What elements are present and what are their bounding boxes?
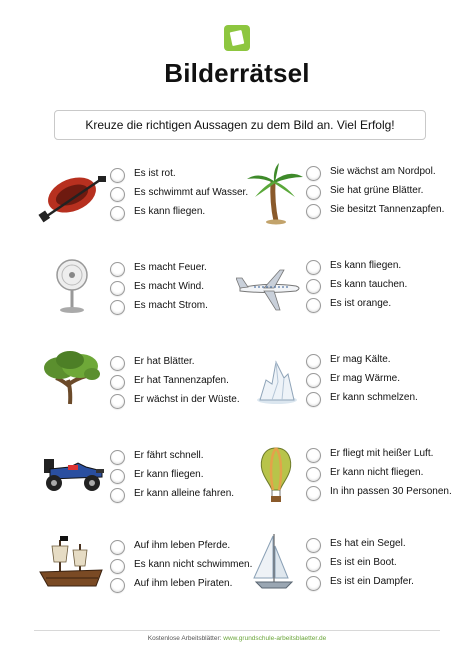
- option-label: Er mag Kälte.: [330, 354, 391, 365]
- option-label: Es ist orange.: [330, 298, 392, 309]
- option-row[interactable]: [306, 296, 392, 314]
- answer-checkbox[interactable]: [110, 300, 125, 315]
- option-row[interactable]: [306, 371, 401, 389]
- option-row[interactable]: [110, 279, 205, 297]
- option-label: Es kann tauchen.: [330, 279, 408, 290]
- option-label: Er kann nicht fliegen.: [330, 467, 424, 478]
- option-row[interactable]: [306, 484, 452, 502]
- answer-checkbox[interactable]: [110, 206, 125, 221]
- page-title: Bilderrätsel: [164, 58, 310, 88]
- answer-checkbox[interactable]: [306, 538, 321, 553]
- option-row[interactable]: [110, 166, 176, 184]
- answer-checkbox[interactable]: [306, 486, 321, 501]
- option-label: Es hat ein Segel.: [330, 538, 406, 549]
- option-row[interactable]: [110, 576, 233, 594]
- option-label: Sie hat grüne Blätter.: [330, 185, 424, 196]
- hot-air-balloon-icon: [258, 446, 294, 504]
- option-label: Es kann fliegen.: [330, 260, 402, 271]
- answer-checkbox[interactable]: [110, 559, 125, 574]
- option-row[interactable]: [110, 260, 207, 278]
- option-row[interactable]: [110, 538, 231, 556]
- answer-checkbox[interactable]: [110, 262, 125, 277]
- answer-checkbox[interactable]: [306, 185, 321, 200]
- answer-checkbox[interactable]: [110, 356, 125, 371]
- option-row[interactable]: [110, 354, 195, 372]
- answer-checkbox[interactable]: [306, 373, 321, 388]
- tree-icon: [40, 350, 102, 406]
- answer-checkbox[interactable]: [306, 279, 321, 294]
- option-label: Er kann fliegen.: [134, 469, 204, 480]
- option-row[interactable]: [306, 164, 436, 182]
- answer-checkbox[interactable]: [110, 281, 125, 296]
- boat-icon: [38, 168, 108, 223]
- footer-divider: [34, 630, 440, 631]
- option-row[interactable]: [110, 204, 206, 222]
- option-row[interactable]: [306, 536, 406, 554]
- option-row[interactable]: [110, 185, 249, 203]
- answer-checkbox[interactable]: [110, 187, 125, 202]
- option-label: Es macht Feuer.: [134, 262, 207, 273]
- option-label: Es ist ein Dampfer.: [330, 576, 414, 587]
- option-label: Sie wächst am Nordpol.: [330, 166, 436, 177]
- answer-checkbox[interactable]: [110, 168, 125, 183]
- option-row[interactable]: [306, 277, 408, 295]
- option-row[interactable]: [306, 258, 402, 276]
- option-label: Er fährt schnell.: [134, 450, 204, 461]
- race-car-icon: [40, 455, 106, 495]
- option-label: Sie besitzt Tannenzapfen.: [330, 204, 445, 215]
- option-label: Es kann nicht schwimmen.: [134, 559, 253, 570]
- answer-checkbox[interactable]: [306, 392, 321, 407]
- option-row[interactable]: [110, 298, 208, 316]
- footer: [0, 635, 474, 642]
- iceberg-icon: [256, 358, 298, 404]
- answer-checkbox[interactable]: [306, 298, 321, 313]
- option-label: Er fliegt mit heißer Luft.: [330, 448, 434, 459]
- option-label: Es macht Wind.: [134, 281, 205, 292]
- fan-icon: [54, 258, 90, 314]
- option-row[interactable]: [110, 448, 204, 466]
- option-row[interactable]: [306, 555, 397, 573]
- option-label: In ihn passen 30 Personen.: [330, 486, 452, 497]
- option-label: Er hat Tannenzapfen.: [134, 375, 229, 386]
- option-label: Er hat Blätter.: [134, 356, 195, 367]
- airplane-icon: [236, 268, 302, 312]
- pirate-ship-icon: [36, 534, 106, 592]
- option-label: Es schwimmt auf Wasser.: [134, 187, 249, 198]
- answer-checkbox[interactable]: [110, 394, 125, 409]
- answer-checkbox[interactable]: [110, 488, 125, 503]
- option-row[interactable]: [306, 446, 434, 464]
- answer-checkbox[interactable]: [306, 260, 321, 275]
- option-row[interactable]: [110, 486, 235, 504]
- answer-checkbox[interactable]: [306, 204, 321, 219]
- sailboat-icon: [250, 532, 296, 592]
- palm-tree-icon: [245, 163, 305, 225]
- option-label: Er mag Wärme.: [330, 373, 401, 384]
- answer-checkbox[interactable]: [110, 375, 125, 390]
- option-label: Auf ihm leben Piraten.: [134, 578, 233, 589]
- footer-link[interactable]: www.grundschule-arbeitsblaetter.de: [223, 635, 327, 642]
- option-row[interactable]: [306, 574, 414, 592]
- option-row[interactable]: [306, 202, 445, 220]
- option-label: Auf ihm leben Pferde.: [134, 540, 231, 551]
- answer-checkbox[interactable]: [306, 448, 321, 463]
- site-logo-icon: [224, 25, 250, 51]
- answer-checkbox[interactable]: [306, 166, 321, 181]
- option-row[interactable]: [306, 183, 424, 201]
- answer-checkbox[interactable]: [306, 576, 321, 591]
- option-row[interactable]: [110, 392, 240, 410]
- option-label: Es ist ein Boot.: [330, 557, 397, 568]
- answer-checkbox[interactable]: [306, 557, 321, 572]
- option-label: Es kann fliegen.: [134, 206, 206, 217]
- option-row[interactable]: [110, 467, 204, 485]
- answer-checkbox[interactable]: [110, 540, 125, 555]
- answer-checkbox[interactable]: [110, 450, 125, 465]
- answer-checkbox[interactable]: [306, 467, 321, 482]
- answer-checkbox[interactable]: [306, 354, 321, 369]
- option-label: Es macht Strom.: [134, 300, 208, 311]
- option-row[interactable]: [110, 557, 253, 575]
- instruction-box: Kreuze die richtigen Aussagen zu dem Bild an. Viel Erfolg!: [54, 110, 426, 140]
- option-row[interactable]: [110, 373, 229, 391]
- answer-checkbox[interactable]: [110, 578, 125, 593]
- option-row[interactable]: [306, 465, 424, 483]
- option-row[interactable]: [306, 352, 391, 370]
- footer-prefix: Kostenlose Arbeitsblätter:: [147, 635, 222, 642]
- option-label: Er wächst in der Wüste.: [134, 394, 240, 405]
- option-label: Er kann alleine fahren.: [134, 488, 235, 499]
- option-row[interactable]: [306, 390, 418, 408]
- option-label: Er kann schmelzen.: [330, 392, 418, 403]
- option-label: Es ist rot.: [134, 168, 176, 179]
- answer-checkbox[interactable]: [110, 469, 125, 484]
